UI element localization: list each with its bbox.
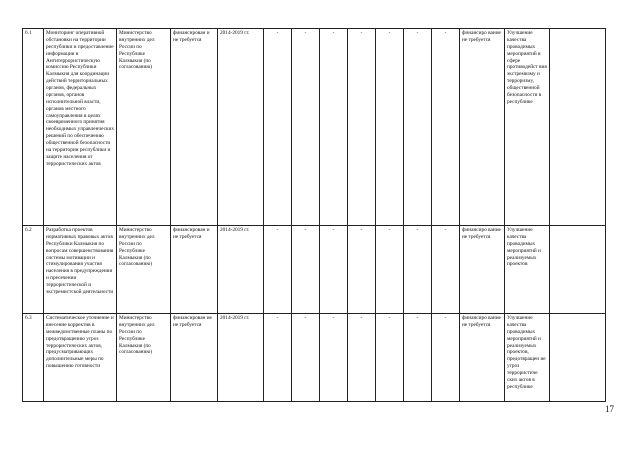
financing-note: финансиро вание не требуется: [460, 314, 505, 402]
year-value: -: [432, 29, 460, 226]
financing-source: финансирован ие не требуется: [171, 314, 218, 402]
year-value: -: [348, 226, 376, 314]
row-number: 6.2: [23, 226, 44, 314]
expected-result: Улучшение качества проводимых мероприятий и реализуемых проектов: [505, 226, 550, 314]
executor-text: Министерство внутренних дел России по Республике Калмыкия (по согласованию): [117, 314, 171, 402]
year-value: -: [264, 226, 292, 314]
year-value: -: [264, 29, 292, 226]
year-value: -: [264, 314, 292, 402]
year-value: -: [320, 314, 348, 402]
expected-result: Улучшение качества проводимых мероприятий и реализуемых проектов, предотвращен ие угроз террористиче ских актов в республике: [505, 314, 550, 402]
period-text: 2014-2019 гг.: [218, 314, 264, 402]
financing-note: финансиро вание не требуется: [460, 29, 505, 226]
period-text: 2014-2019 гг.: [218, 29, 264, 226]
executor-text: Министерство внутренних дел России по Республике Калмыкия (по согласованию): [117, 29, 171, 226]
year-value: -: [432, 226, 460, 314]
year-value: -: [348, 314, 376, 402]
row-number: 6.3: [23, 314, 44, 402]
year-value: -: [404, 29, 432, 226]
year-value: -: [404, 314, 432, 402]
table-row: [23, 29, 606, 226]
period-text: 2014-2019 гг.: [218, 226, 264, 314]
year-value: -: [292, 29, 320, 226]
year-value: -: [432, 314, 460, 402]
year-value: -: [292, 314, 320, 402]
measure-text: Мониторинг оперативной обстановки на территории республики и предоставление информации в Антитеррористическую комиссию Республики Калмыкия для координации действий территориальных органов, федеральных органов, органов исполнительной власти, органов местного самоуправления в целях своевременного принятия необходимых управленческих решений по обеспечению общественной безопасности на территории республики и защите населения от террористических актов: [44, 29, 117, 226]
financing-source: финансирован и не требуется: [171, 29, 218, 226]
year-value: -: [348, 29, 376, 226]
empty-cell: [550, 314, 606, 402]
table-row: [23, 226, 606, 314]
year-value: -: [376, 314, 404, 402]
measure-text: Разработка проектов нормативных правовых актов Республики Калмыкия по вопросам совершенствования системы мотивации и стимулирования участия населения в предупреждении и пресечении террористической и экстремистской деятельности: [44, 226, 117, 314]
page-number: 17: [605, 404, 614, 414]
year-value: -: [320, 29, 348, 226]
year-value: -: [404, 226, 432, 314]
year-value: -: [292, 226, 320, 314]
table-row: [23, 314, 606, 402]
year-value: -: [320, 226, 348, 314]
executor-text: Министерство внутренних дел России по Республике Калмыкия (по согласованию): [117, 226, 171, 314]
year-value: -: [376, 226, 404, 314]
financing-note: финансиро вание не требуется: [460, 226, 505, 314]
expected-result: Улучшение качества проводимых мероприятий в сфере противодейст вия экстремизму и терроризму, общественной безопасности в республике: [505, 29, 550, 226]
empty-cell: [550, 226, 606, 314]
measure-text: Систематическое уточнение и внесение корректив в межведомственные планы по предотвращению угроз террористических актов, предусматривающих дополнительные меры по повышению готовности: [44, 314, 117, 402]
program-measures-table: [22, 28, 606, 402]
financing-source: финансирован и не требуется: [171, 226, 218, 314]
year-value: -: [376, 29, 404, 226]
row-number: 6.1: [23, 29, 44, 226]
empty-cell: [550, 29, 606, 226]
